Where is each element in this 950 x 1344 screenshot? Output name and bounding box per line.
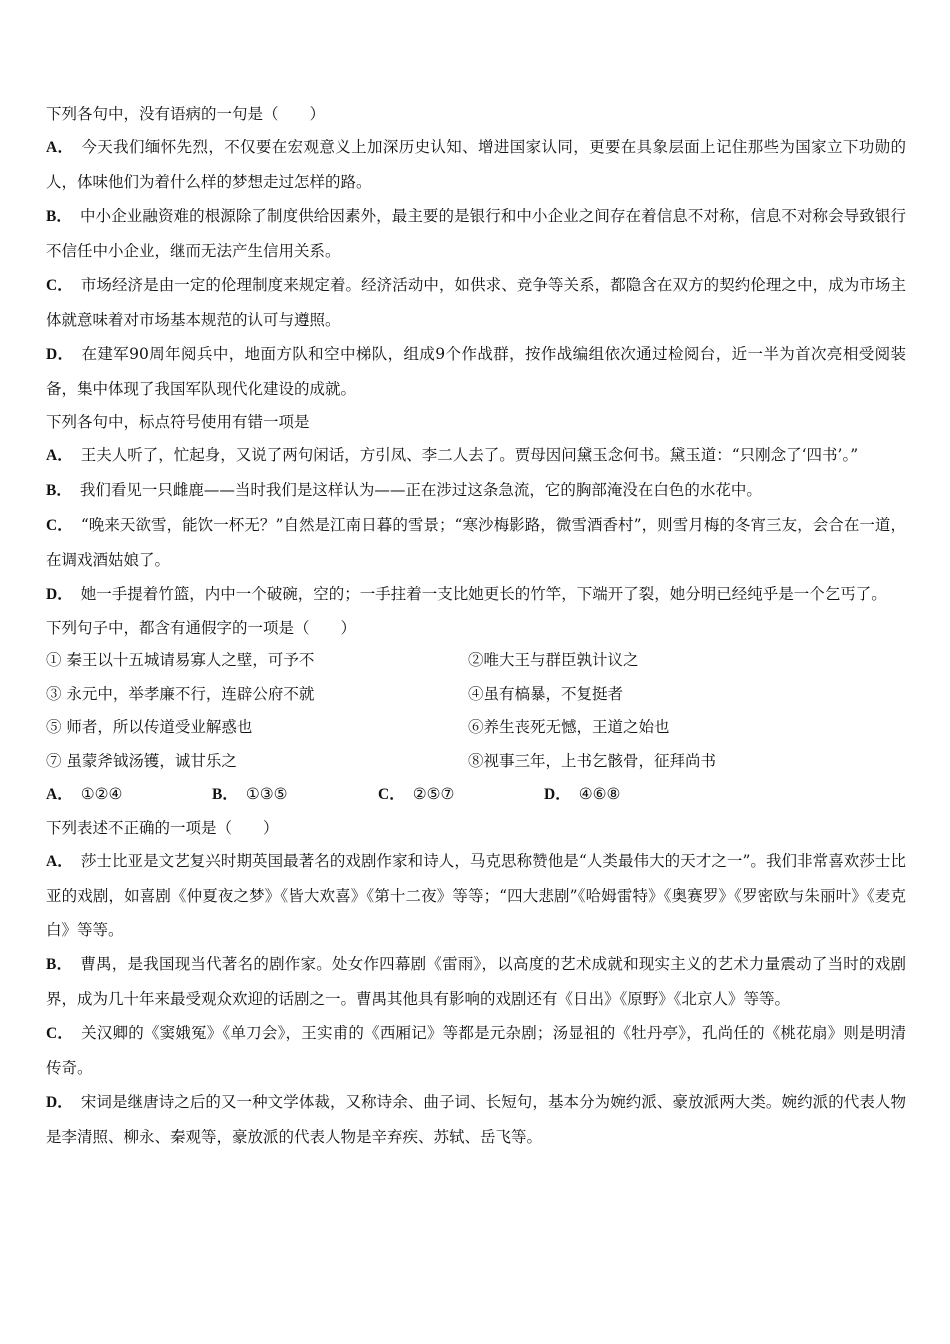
choice-b xyxy=(212,778,378,812)
sentence-item: ⑤ 师者，所以传道受业解惑也 xyxy=(46,718,253,736)
document-page xyxy=(46,98,906,1154)
option-label: C． xyxy=(46,277,73,294)
question-4 xyxy=(46,812,906,1154)
option-a xyxy=(46,130,906,199)
option-text: ②⑤⑦ xyxy=(412,785,455,803)
option-c xyxy=(46,1016,906,1085)
option-text: 宋词是继唐诗之后的又一种文学体裁，又称诗余、曲子词、长短句，基本分为婉约派、豪放派两大类。婉约派的代表人物是李清照、柳永、秦观等，豪放派的代表人物是辛弃疾、苏轼、岳飞等。 xyxy=(46,1092,906,1146)
option-b xyxy=(46,947,906,1016)
question-3 xyxy=(46,612,906,812)
option-text: 今天我们缅怀先烈，不仅要在宏观意义上加深历史认知、增进国家认同，更要在具象层面上记住那些为国家立下功勋的人，体味他们为着什么样的梦想走过怎样的路。 xyxy=(46,138,906,191)
option-d xyxy=(46,337,906,406)
option-d xyxy=(46,1085,906,1154)
option-label: D． xyxy=(544,786,571,803)
question-stem: 下列各句中，标点符号使用有错一项是 xyxy=(46,413,310,431)
option-b xyxy=(46,473,906,508)
option-d xyxy=(46,577,906,612)
option-text: 曹禺，是我国现当代著名的剧作家。处女作四幕剧《雷雨》，以高度的艺术成就和现实主义的艺术力量震动了当时的戏剧界，成为几十年来最受观众欢迎的话剧之一。曹禺其他具有影响的戏剧还有《日出》《原野》《北京人》等等。 xyxy=(46,954,906,1008)
option-text: ④⑥⑧ xyxy=(578,785,621,803)
option-label: C． xyxy=(46,517,73,534)
option-label: B． xyxy=(46,208,73,225)
option-label: C． xyxy=(46,1024,74,1042)
option-label: D． xyxy=(46,586,73,603)
sentence-item: ④虽有槁暴，不复挺者 xyxy=(468,684,624,703)
sentence-item: ②唯大王与群臣孰计议之 xyxy=(468,651,639,669)
option-text: 市场经济是由一定的伦理制度来规定着。经济活动中，如供求、竞争等关系，都隐含在双方的契约伦理之中，成为市场主体就意味着对市场基本规范的认可与遵照。 xyxy=(46,276,906,329)
sentence-item: ⑦ 虽蒙斧钺汤镬，诚甘乐之 xyxy=(46,751,237,770)
question-stem: 下列各句中，没有语病的一句是（ ） xyxy=(46,105,326,123)
option-text: “晚来天欲雪，能饮一杯无？”自然是江南日暮的雪景；“寒沙梅影路，微雪酒香村”，则雪月梅的冬宵三友，会合在一道，在调戏酒姑娘了。 xyxy=(46,516,906,569)
answer-choices xyxy=(46,778,906,812)
option-label: D． xyxy=(46,1093,73,1111)
question-stem: 下列表述不正确的一项是（ ） xyxy=(46,818,279,837)
choice-c xyxy=(378,778,544,812)
option-c xyxy=(46,508,906,577)
option-label: D． xyxy=(46,346,74,363)
option-label: B． xyxy=(46,482,72,499)
choice-d xyxy=(544,778,710,812)
option-label: A． xyxy=(46,852,73,870)
question-stem: 下列句子中，都含有通假字的一项是（ ） xyxy=(46,619,357,637)
option-text: 我们看见一只雌鹿——当时我们是这样认为——正在涉过这条急流，它的胸部淹没在白色的水花中。 xyxy=(79,481,762,499)
option-label: A． xyxy=(46,447,73,464)
sentence-item: ⑧视事三年，上书乞骸骨，征拜尚书 xyxy=(468,751,717,770)
option-label: C． xyxy=(378,786,405,803)
option-text: 关汉卿的《窦娥冤》《单刀会》，王实甫的《西厢记》等都是元杂剧；汤显祖的《牡丹亭》，孔尚任的《桃花扇》则是明清传奇。 xyxy=(46,1023,906,1077)
option-text: 莎士比亚是文艺复兴时期英国最著名的戏剧作家和诗人，马克思称赞他是“人类最伟大的天才之一”。我们非常喜欢莎士比亚的戏剧，如喜剧《仲夏夜之梦》《皆大欢喜》《第十二夜》等等；“四大悲剧”《哈姆雷特》《奥赛罗》《罗密欧与朱丽叶》《麦克白》等等。 xyxy=(46,851,906,939)
option-text: ①③⑤ xyxy=(245,785,288,803)
option-c xyxy=(46,268,906,337)
option-label: A． xyxy=(46,786,73,803)
sentence-grid xyxy=(46,644,906,778)
option-text: 在建军90周年阅兵中，地面方队和空中梯队，组成9个作战群，按作战编组依次通过检阅台，近一半为首次亮相受阅装备，集中体现了我国军队现代化建设的成就。 xyxy=(46,345,906,398)
question-1 xyxy=(46,98,906,406)
option-text: ①②④ xyxy=(80,785,123,803)
question-2 xyxy=(46,406,906,612)
option-label: B． xyxy=(212,786,238,803)
option-label: A． xyxy=(46,139,74,156)
option-text: 中小企业融资难的根源除了制度供给因素外，最主要的是银行和中小企业之间存在着信息不对称，信息不对称会导致银行不信任中小企业，继而无法产生信用关系。 xyxy=(46,207,906,260)
option-a xyxy=(46,438,906,473)
option-text: 她一手提着竹篮，内中一个破碗，空的；一手拄着一支比她更长的竹竿，下端开了裂，她分明已经纯乎是一个乞丐了。 xyxy=(80,585,887,603)
sentence-item: ① 秦王以十五城请易寡人之壁，可予不 xyxy=(46,651,315,669)
option-a xyxy=(46,844,906,947)
option-label: B． xyxy=(46,955,73,973)
choice-a xyxy=(46,778,212,812)
option-b xyxy=(46,199,906,268)
option-text: 王夫人听了，忙起身，又说了两句闲话，方引凤、李二人去了。贾母因问黛玉念何书。黛玉道：“只刚念了‘四书’。” xyxy=(80,446,859,464)
sentence-item: ③ 永元中，举孝廉不行，连辟公府不就 xyxy=(46,684,315,703)
sentence-item: ⑥养生丧死无憾，王道之始也 xyxy=(468,718,670,736)
